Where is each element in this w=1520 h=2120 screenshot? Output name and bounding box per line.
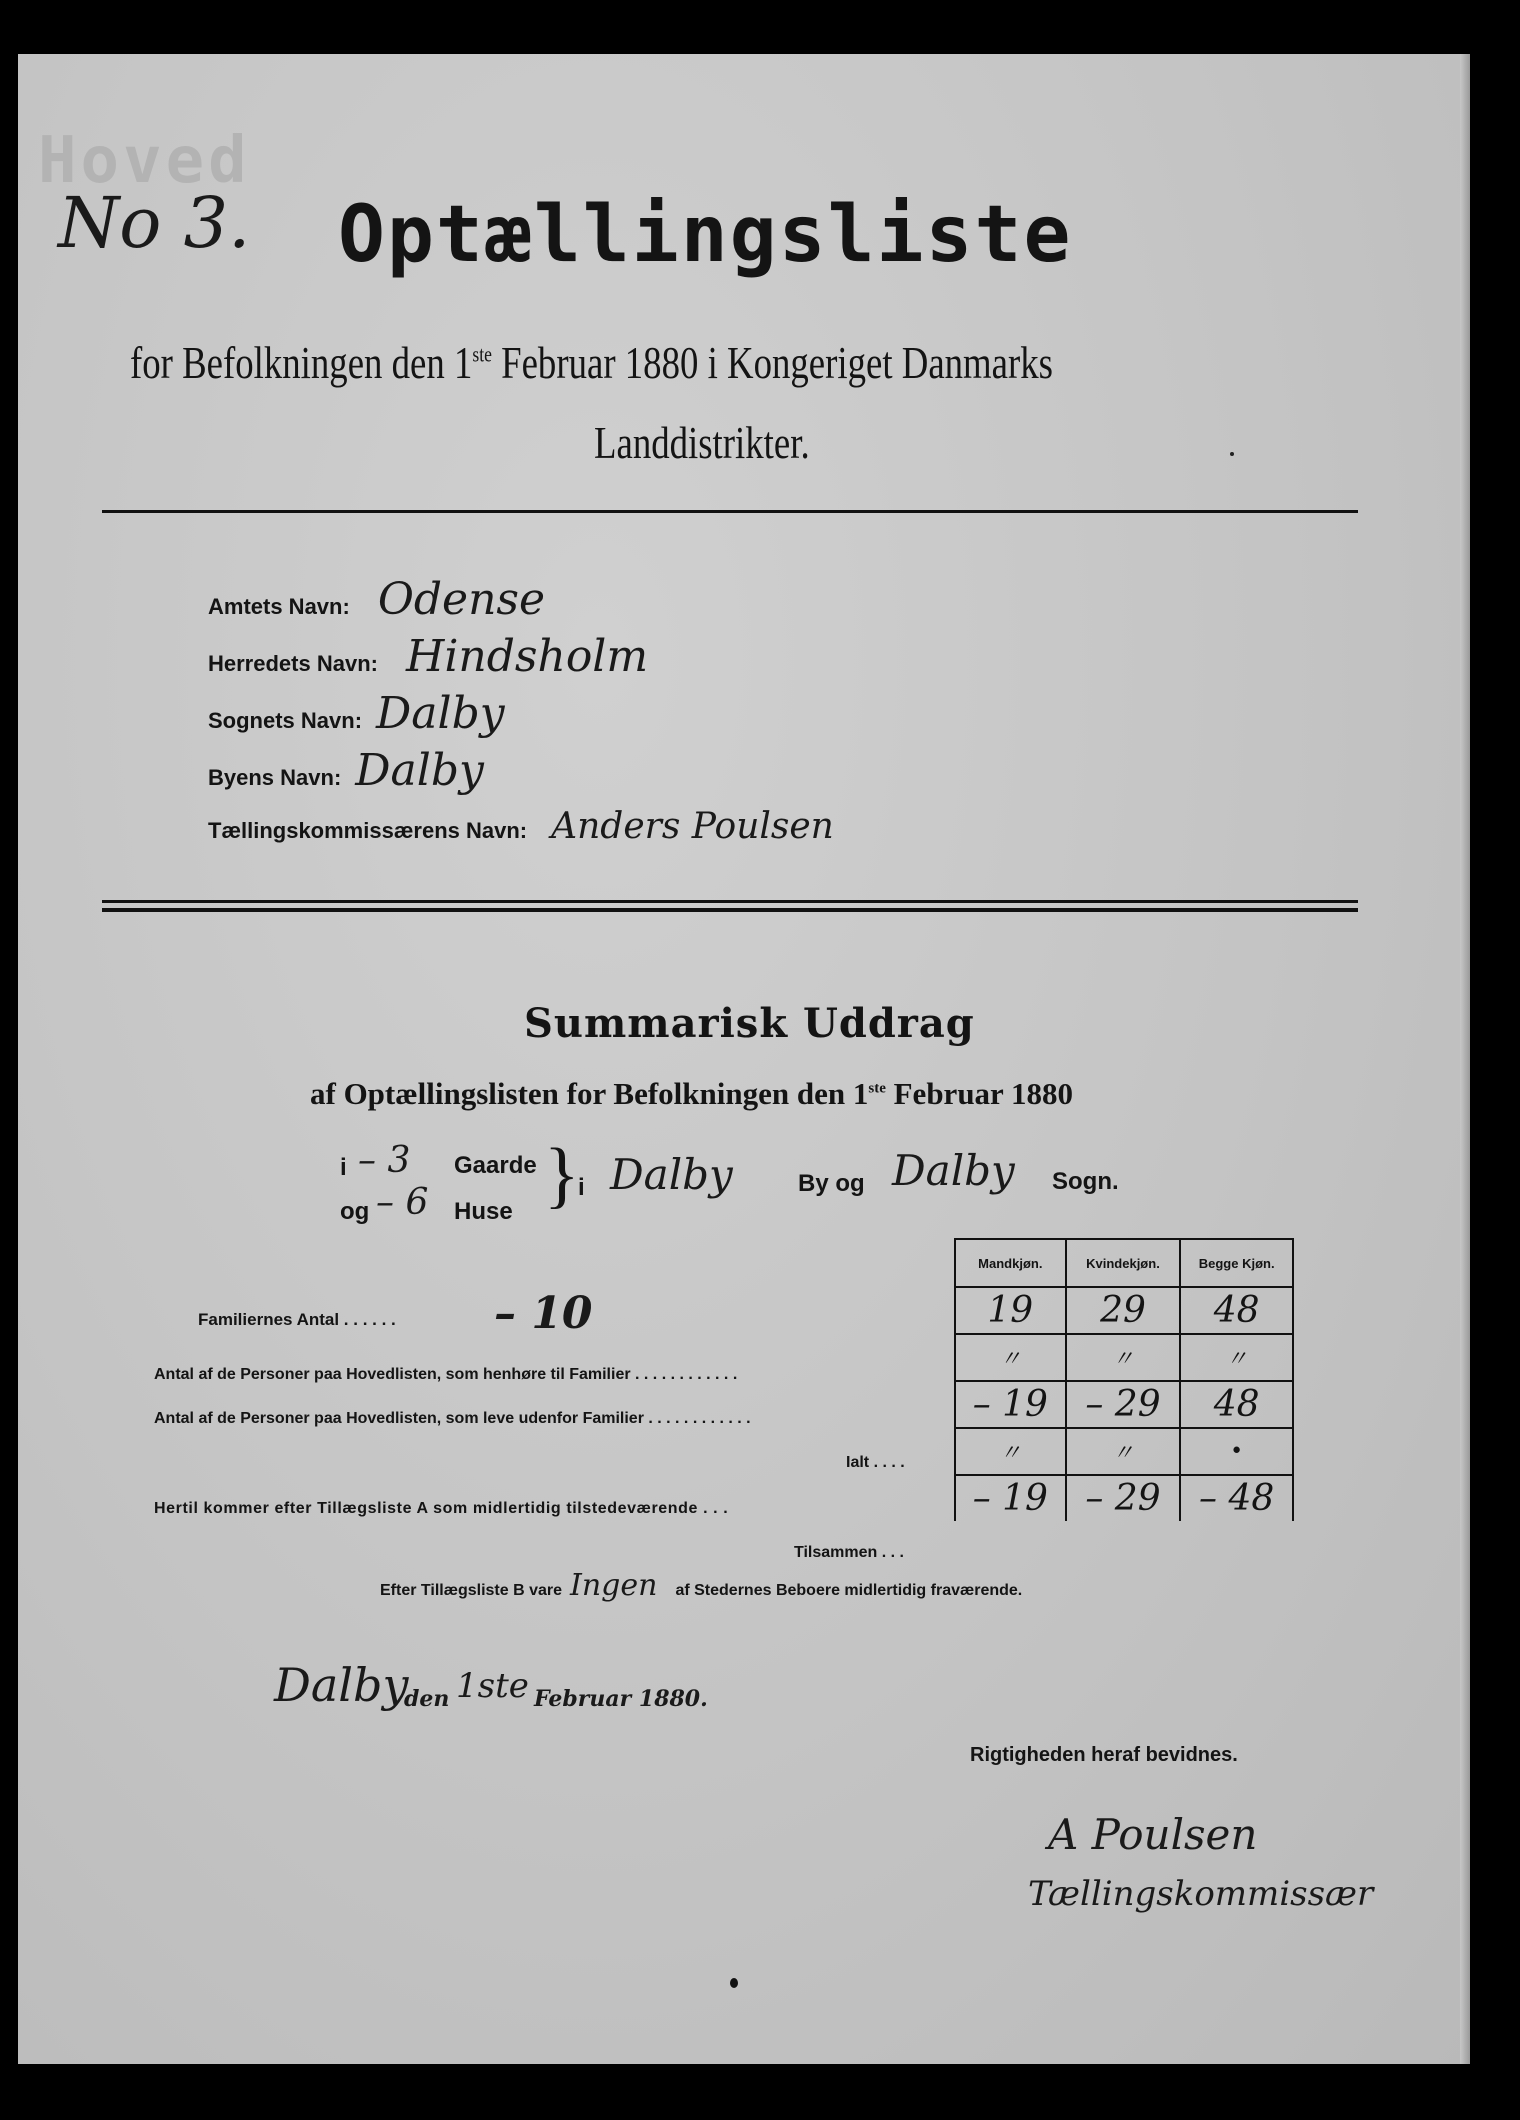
summary-sub-post: Februar 1880 xyxy=(885,1076,1074,1111)
field-amt xyxy=(208,574,545,625)
sogn-label: Sogn. xyxy=(1052,1168,1119,1195)
table-cell: 〃 xyxy=(1066,1428,1181,1475)
ink-speck xyxy=(730,1978,738,1988)
subtitle-pre: for Befolkningen den 1 xyxy=(130,337,473,388)
table-cell: 〃 xyxy=(1066,1334,1181,1381)
table-row xyxy=(955,1381,1293,1428)
col-header-begge: Begge Kjøn. xyxy=(1180,1239,1293,1287)
form-subtitle xyxy=(130,336,1053,389)
signature: A Poulsen xyxy=(1048,1810,1258,1859)
sogn-name: Dalby xyxy=(892,1146,1015,1195)
i-label: i xyxy=(340,1154,347,1181)
summary-table xyxy=(954,1238,1294,1521)
fields-divider-bottom xyxy=(102,908,1358,912)
date-day: 1ste xyxy=(456,1666,529,1706)
huse-count: – 6 xyxy=(376,1182,429,1223)
table-cell: – 29 xyxy=(1066,1381,1181,1428)
row-label-tillaeg-a: Hertil kommer efter Tillægsliste A som midlertidig tilstedeværende . . . xyxy=(154,1500,729,1517)
summary-heading: Summarisk Uddrag xyxy=(524,1000,975,1047)
tillaeg-b-value: Ingen xyxy=(570,1568,658,1603)
i2-label: i xyxy=(578,1174,585,1201)
row-label-udenfor: Antal af de Personer paa Hovedlisten, som leve udenfor Familier . . . . . . . . . . . . xyxy=(154,1410,751,1427)
field-sogn xyxy=(208,688,505,739)
table-cell: 〃 xyxy=(955,1334,1066,1381)
col-header-kvinde: Kvindekjøn. xyxy=(1066,1239,1181,1287)
summary-sub-sup: ste xyxy=(868,1080,886,1097)
field-label: Herredets Navn: xyxy=(208,651,378,676)
col-header-mand: Mandkjøn. xyxy=(955,1239,1066,1287)
field-value: Dalby xyxy=(376,688,505,739)
faded-watermark: Hoved xyxy=(38,124,251,198)
brace: } xyxy=(544,1134,580,1216)
table-cell: – 29 xyxy=(1066,1475,1181,1521)
table-cell: 〃 xyxy=(955,1428,1066,1475)
tillaeg-b-post: af Stedernes Beboere midlertidig fraværende. xyxy=(675,1582,1023,1599)
page-edge-shadow xyxy=(1460,54,1470,2064)
field-value: Hindsholm xyxy=(405,631,649,682)
field-value: Dalby xyxy=(355,745,484,796)
table-cell: 〃 xyxy=(1180,1334,1293,1381)
field-herred xyxy=(208,631,648,682)
table-cell: 19 xyxy=(955,1287,1066,1334)
summary-subheading xyxy=(310,1076,1073,1112)
census-form-page xyxy=(18,54,1470,2064)
field-label: Amtets Navn: xyxy=(208,594,350,619)
ink-speck xyxy=(1230,452,1234,456)
field-by xyxy=(208,745,484,796)
table-row xyxy=(955,1334,1293,1381)
field-value: Odense xyxy=(377,574,546,625)
table-row xyxy=(955,1475,1293,1521)
table-header-row xyxy=(955,1239,1293,1287)
by-og-label: By og xyxy=(798,1170,865,1197)
header-divider xyxy=(102,510,1358,513)
field-label: Sognets Navn: xyxy=(208,708,363,733)
subtitle-sup: ste xyxy=(472,341,492,367)
table-cell: 48 xyxy=(1180,1381,1293,1428)
gaarde-label: Gaarde xyxy=(454,1152,537,1179)
tillaeg-b-line xyxy=(380,1568,1022,1603)
table-row xyxy=(955,1287,1293,1334)
field-label: Tællingskommissærens Navn: xyxy=(208,818,528,843)
date-den: den xyxy=(404,1686,450,1712)
form-subtitle-line2: Landdistrikter. xyxy=(594,417,810,468)
og-label: og xyxy=(340,1198,370,1225)
row-label-familier: Antal af de Personer paa Hovedlisten, som henhøre til Familier . . . . . . . . . . . . xyxy=(154,1366,738,1383)
table-cell: – 19 xyxy=(955,1381,1066,1428)
certification-text: Rigtigheden heraf bevidnes. xyxy=(970,1744,1238,1766)
date-month-year: Februar 1880. xyxy=(534,1686,708,1712)
gaarde-count: – 3 xyxy=(358,1140,411,1181)
huse-label: Huse xyxy=(454,1198,513,1225)
summary-sub-pre: af Optællingslisten for Befolkningen den 1 xyxy=(310,1076,869,1111)
familier-value: – 10 xyxy=(494,1288,593,1339)
table-row xyxy=(955,1428,1293,1475)
form-number: No 3. xyxy=(58,182,251,264)
row-label-ialt: Ialt . . . . xyxy=(846,1454,905,1471)
tillaeg-b-pre: Efter Tillægsliste B vare xyxy=(380,1582,562,1599)
subtitle-post: Februar 1880 i Kongeriget Danmarks xyxy=(491,337,1053,388)
familier-label: Familiernes Antal . . . . . . xyxy=(198,1310,396,1329)
form-title: Optællingsliste xyxy=(338,190,1073,280)
field-label: Byens Navn: xyxy=(208,765,342,790)
field-kommissaer xyxy=(208,806,834,847)
table-cell: – 19 xyxy=(955,1475,1066,1521)
row-label-tilsammen: Tilsammen . . . xyxy=(794,1544,904,1561)
table-cell: 29 xyxy=(1066,1287,1181,1334)
fields-divider-top xyxy=(102,900,1358,903)
by-name: Dalby xyxy=(610,1150,733,1199)
table-cell: 48 xyxy=(1180,1287,1293,1334)
table-cell: – 48 xyxy=(1180,1475,1293,1521)
signature-role: Tællingskommissær xyxy=(1028,1874,1374,1914)
field-value: Anders Poulsen xyxy=(551,806,834,847)
date-place: Dalby xyxy=(274,1658,409,1712)
table-cell: • xyxy=(1180,1428,1293,1475)
